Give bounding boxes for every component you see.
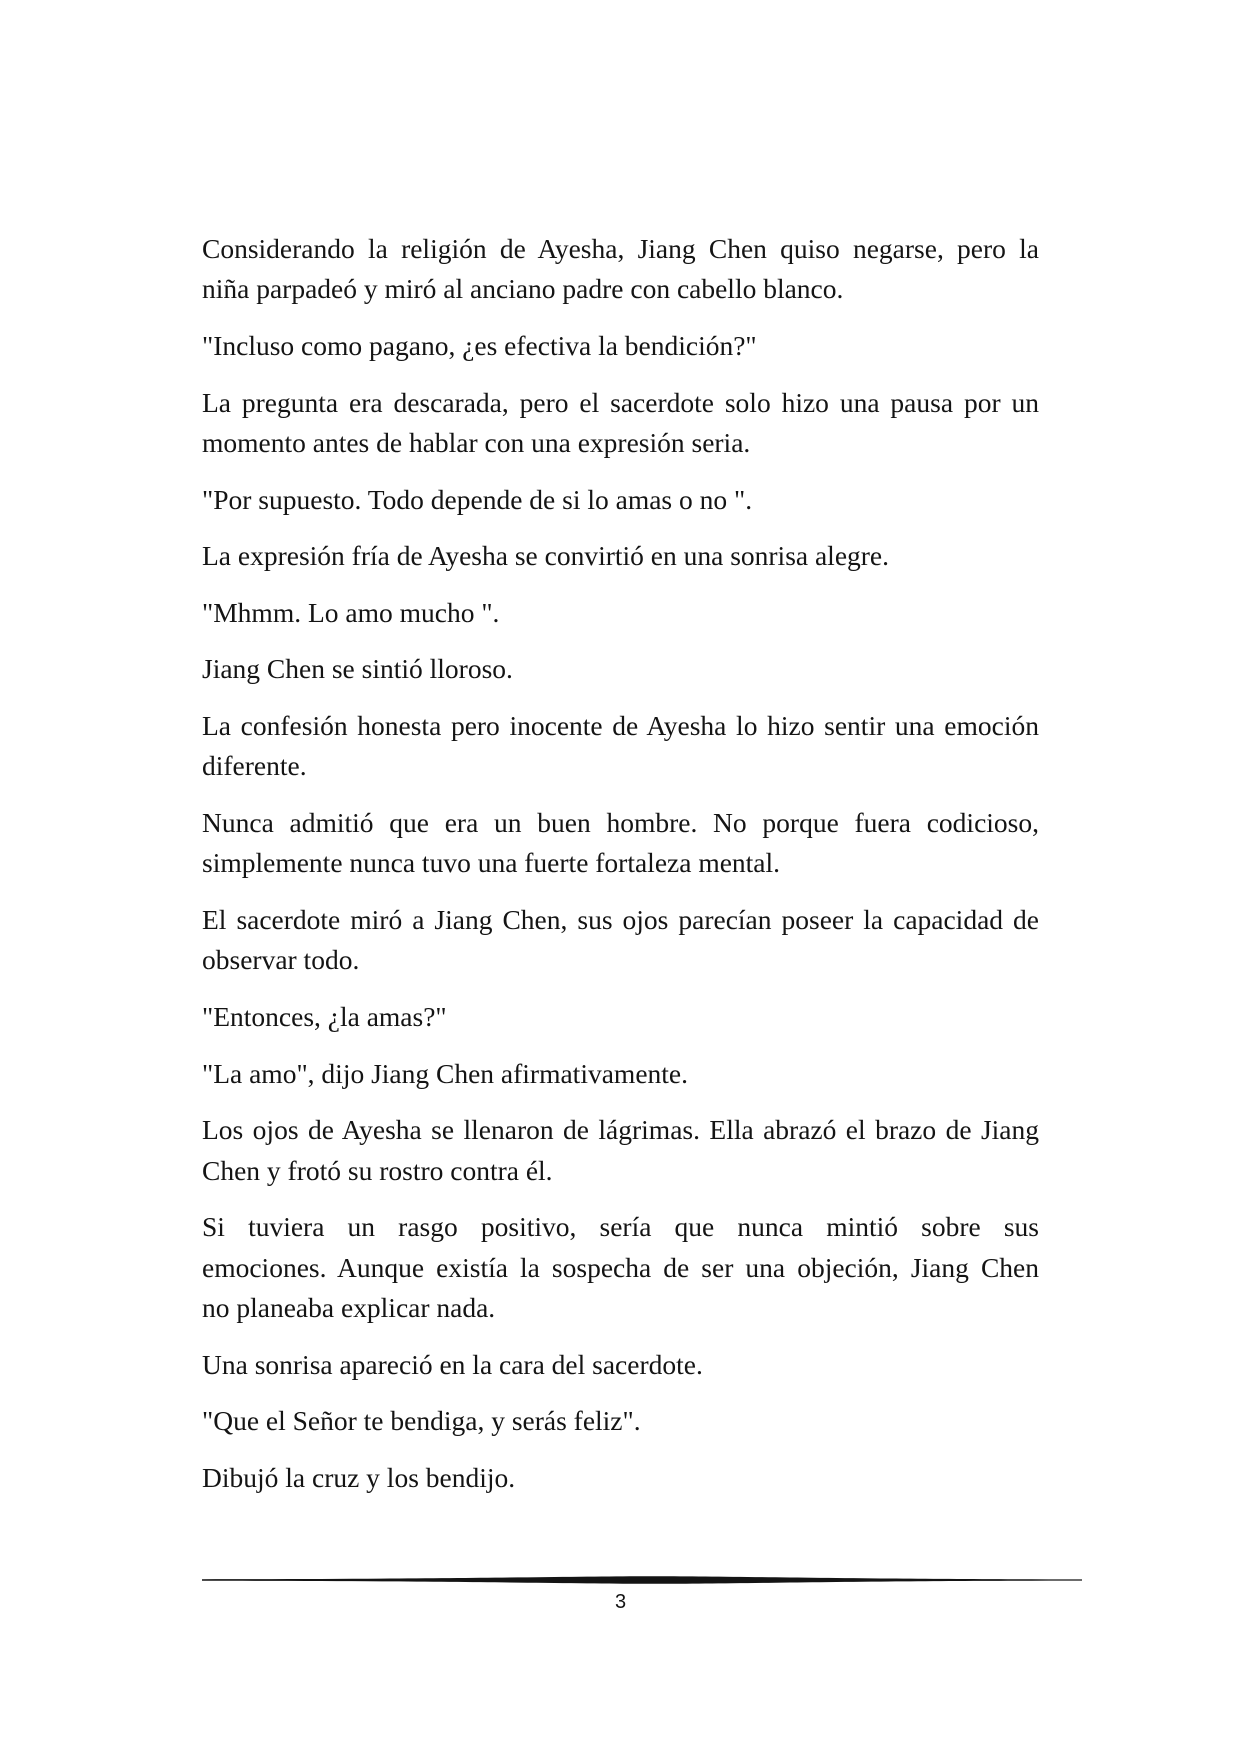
paragraph — [202, 900, 1039, 981]
body-text — [202, 229, 1039, 1514]
text-line: emociones. Aunque existía la sospecha de ser una objeción, Jiang Chen — [202, 1251, 1039, 1283]
paragraph — [202, 1401, 1039, 1441]
text-line: observar todo. — [202, 944, 360, 976]
text-line: Una sonrisa apareció en la cara del sacerdote. — [202, 1348, 703, 1380]
text-line: Si tuviera un rasgo positivo, sería que nunca mintió sobre sus — [202, 1211, 1039, 1243]
text-line: Nunca admitió que era un buen hombre. No porque fuera codicioso, — [202, 806, 1039, 838]
text-line: "Entonces, ¿la amas?" — [202, 1000, 447, 1032]
text-line: no planeaba explicar nada. — [202, 1291, 496, 1323]
paragraph — [202, 649, 1039, 689]
paragraph — [202, 997, 1039, 1037]
paragraph — [202, 1054, 1039, 1094]
text-line: Dibujó la cruz y los bendijo. — [202, 1461, 516, 1493]
text-line: "La amo", dijo Jiang Chen afirmativamente. — [202, 1057, 688, 1089]
paragraph — [202, 229, 1039, 310]
paragraph — [202, 593, 1039, 633]
footer-divider — [202, 1572, 1082, 1588]
paragraph — [202, 1207, 1039, 1328]
paragraph — [202, 480, 1039, 520]
text-line: simplemente nunca tuvo una fuerte fortaleza mental. — [202, 847, 781, 879]
paragraph — [202, 1345, 1039, 1385]
text-line: "Incluso como pagano, ¿es efectiva la bendición?" — [202, 330, 757, 361]
text-line: Jiang Chen se sintió lloroso. — [202, 653, 513, 685]
text-line: Considerando la religión de Ayesha, Jiang Chen quiso negarse, pero la — [202, 233, 1039, 264]
paragraph — [202, 383, 1039, 464]
text-line: La expresión fría de Ayesha se convirtió en una sonrisa alegre. — [202, 540, 890, 572]
text-line: Los ojos de Ayesha se llenaron de lágrimas. Ella abrazó el brazo de Jiang — [202, 1114, 1039, 1146]
paragraph — [202, 803, 1039, 884]
text-line: diferente. — [202, 750, 307, 782]
text-line: "Mhmm. Lo amo mucho ". — [202, 596, 500, 628]
page-number: 3 — [614, 1591, 627, 1613]
text-line: Chen y frotó su rostro contra él. — [202, 1154, 553, 1186]
paragraph — [202, 536, 1039, 576]
text-line: La confesión honesta pero inocente de Ayesha lo hizo sentir una emoción — [202, 709, 1039, 741]
paragraph — [202, 706, 1039, 787]
text-line: "Que el Señor te bendiga, y serás feliz". — [202, 1405, 641, 1437]
text-line: La pregunta era descarada, pero el sacerdote solo hizo una pausa por un — [202, 386, 1039, 418]
text-line: "Por supuesto. Todo depende de si lo amas o no ". — [202, 483, 753, 515]
paragraph — [202, 326, 1039, 366]
footer-divider-stroke — [202, 1576, 1082, 1584]
text-line: El sacerdote miró a Jiang Chen, sus ojos parecían poseer la capacidad de — [202, 903, 1039, 935]
text-line: momento antes de hablar con una expresión seria. — [202, 427, 751, 458]
paragraph — [202, 1458, 1039, 1498]
paragraph — [202, 1110, 1039, 1191]
text-line: niña parpadeó y miró al anciano padre con cabello blanco. — [202, 273, 844, 305]
